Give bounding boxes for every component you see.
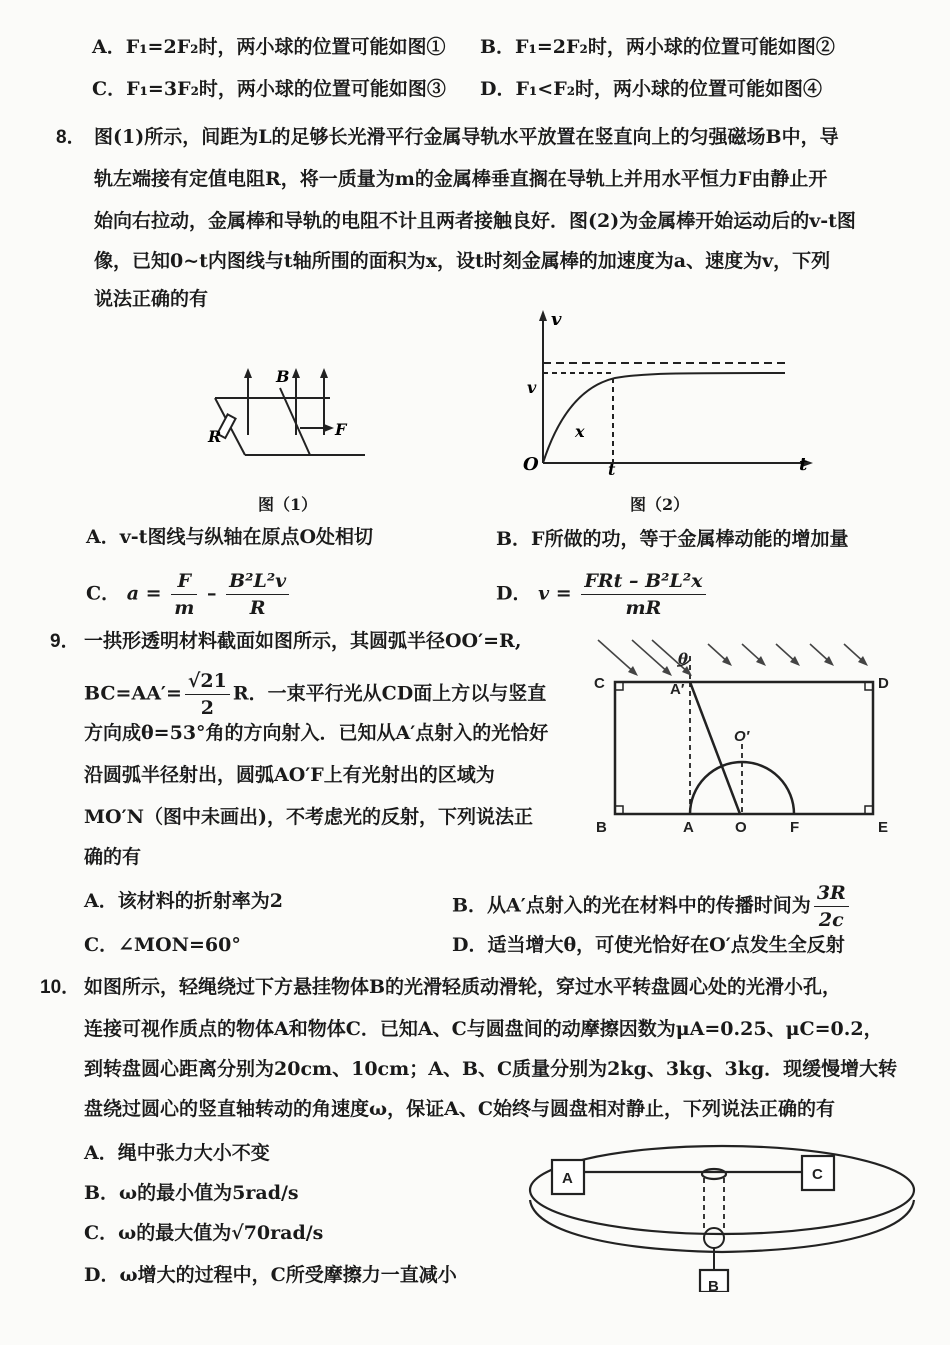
q8-option-c-frac1 [171, 568, 197, 621]
q10-option-d: D．ω增大的过程中，C所受摩擦力一直减小 [84, 1264, 457, 1286]
q8-option-c-frac2-den: R [249, 597, 266, 619]
q9-option-a: A．该材料的折射率为2 [84, 890, 283, 912]
q9-line-2 [84, 668, 546, 721]
q9-fig-A: A [683, 819, 694, 836]
q8-line-5: 说法正确的有 [94, 288, 209, 310]
q10-fig-B: B [708, 1278, 719, 1292]
q8-option-d-frac-num: FRt – B²L²x [581, 568, 705, 595]
q8-option-d-frac [581, 568, 705, 621]
q9-option-b-frac-den: 2c [818, 909, 844, 931]
q8-option-d-lhs: v = [538, 582, 572, 605]
q10-line-4: 盘绕过圆心的竖直轴转动的角速度ω，保证A、C始终与圆盘相对静止，下列说法正确的有 [84, 1098, 835, 1120]
q8-fig1-label-R: R [208, 427, 222, 446]
top-option-d: D．F₁<F₂时，两小球的位置可能如图④ [480, 78, 823, 100]
q8-fig1-label-B: B [276, 367, 290, 386]
q8-fig2-v-label: v [527, 378, 537, 397]
q8-option-c-frac1-den: m [174, 597, 195, 619]
q8-option-c-frac1-num: F [171, 568, 197, 595]
q8-fig2-x-label: x [575, 422, 585, 441]
top-option-c: C．F₁=3F₂时，两小球的位置可能如图③ [92, 78, 446, 100]
q8-option-d-prefix: D． [496, 582, 532, 605]
q9-option-b [452, 880, 852, 933]
q9-fig-O: O [735, 819, 747, 836]
q9-line-4: 沿圆弧半径射出，圆弧AO′F上有光射出的区域为 [84, 764, 495, 786]
q8-option-c-prefix: C． [86, 582, 121, 605]
q8-figure-1 [200, 360, 380, 470]
q9-line-1: 一拱形透明材料截面如图所示，其圆弧半径OO′=R, [84, 630, 522, 652]
q10-fig-A: A [562, 1170, 573, 1187]
q8-option-d-frac-den: mR [625, 597, 662, 619]
q10-line-2: 连接可视作质点的物体A和物体C．已知A、C与圆盘间的动摩擦因数为μA=0.25、μC=0.2， [84, 1018, 883, 1040]
q9-line-2-frac-num: √21 [185, 668, 230, 695]
q9-line-5: MO′N（图中未画出)，不考虑光的反射，下列说法正 [84, 806, 533, 828]
q9-line-2-frac-den: 2 [200, 697, 214, 719]
q8-option-c [86, 568, 292, 621]
q8-option-c-lhs: a = [126, 582, 162, 605]
q8-figure-2 [515, 305, 820, 480]
q9-figure [590, 636, 900, 836]
q9-fig-D: D [878, 675, 889, 692]
q8-fig2-origin: O [523, 454, 539, 475]
q8-number: 8． [56, 127, 86, 148]
q8-option-b: B．F所做的功，等于金属棒动能的增加量 [496, 528, 849, 550]
q8-fig2-v-axis: v [551, 309, 562, 330]
q9-option-b-prefix: B．从A′点射入的光在材料中的传播时间为 [452, 894, 811, 917]
q10-number: 10． [40, 977, 81, 998]
q8-line-1: 图(1)所示，间距为L的足够长光滑平行金属导轨水平放置在竖直向上的匀强磁场B中，导 [94, 126, 839, 148]
q9-option-d: D．适当增大θ，可使光恰好在O′点发生全反射 [452, 934, 845, 956]
q10-figure [524, 1140, 920, 1292]
q9-fig-O-prime: O′ [734, 728, 750, 745]
q9-option-b-frac-num: 3R [814, 880, 849, 907]
q8-fig2-t-label: t [608, 460, 616, 479]
top-option-b: B．F₁=2F₂时，两小球的位置可能如图② [480, 36, 835, 58]
q9-line-3: 方向成θ=53°角的方向射入．已知从A′点射入的光恰好 [84, 722, 549, 744]
q9-line-2-frac [185, 668, 230, 721]
q8-option-c-frac2 [226, 568, 289, 621]
q8-fig2-caption: 图（2） [630, 495, 690, 514]
q8-option-c-frac2-num: B²L²v [226, 568, 289, 595]
q9-fig-B: B [596, 819, 607, 836]
q8-fig1-label-F: F [335, 420, 347, 439]
q8-option-c-minus: – [206, 582, 217, 605]
q9-line-6: 确的有 [84, 846, 142, 868]
q9-fig-A-prime: A′ [670, 681, 685, 698]
q8-fig1-caption: 图（1） [258, 495, 318, 514]
q8-line-2: 轨左端接有定值电阻R，将一质量为m的金属棒垂直搁在导轨上并用水平恒力F由静止开 [94, 168, 828, 190]
q8-line-4: 像，已知0~t内图线与t轴所围的面积为x，设t时刻金属棒的加速度为a、速度为v，下列 [94, 250, 831, 272]
q8-fig2-t-axis: t [799, 454, 808, 475]
q9-line-2-prefix: BC=AA′= [84, 682, 182, 705]
top-option-a: A．F₁=2F₂时，两小球的位置可能如图① [92, 36, 446, 58]
q9-line-2-suffix: R．一束平行光从CD面上方以与竖直 [232, 682, 547, 705]
q9-option-b-frac [814, 880, 849, 933]
q8-option-d [496, 568, 709, 621]
q9-fig-E: E [878, 819, 889, 836]
q10-line-1: 如图所示，轻绳绕过下方悬挂物体B的光滑轻质动滑轮，穿过水平转盘圆心处的光滑小孔， [84, 976, 842, 998]
q9-fig-theta: θ [678, 650, 689, 668]
q10-line-3: 到转盘圆心距离分别为20cm、10cm；A、B、C质量分别为2kg、3kg、3kg．现缓慢增大转 [84, 1058, 898, 1080]
q8-option-a: A．v-t图线与纵轴在原点O处相切 [86, 526, 373, 548]
q10-option-c: C．ω的最大值为√70rad/s [84, 1222, 324, 1244]
q10-option-a: A．绳中张力大小不变 [84, 1142, 270, 1164]
q9-fig-F: F [790, 819, 800, 836]
q8-line-3: 始向右拉动，金属棒和导轨的电阻不计且两者接触良好．图(2)为金属棒开始运动后的v-t图 [94, 210, 856, 232]
q10-option-b: B．ω的最小值为5rad/s [84, 1182, 299, 1204]
q9-fig-C: C [594, 675, 605, 692]
q9-option-c: C．∠MON=60° [84, 934, 241, 956]
q9-number: 9． [50, 631, 80, 652]
q10-fig-C: C [812, 1166, 823, 1183]
